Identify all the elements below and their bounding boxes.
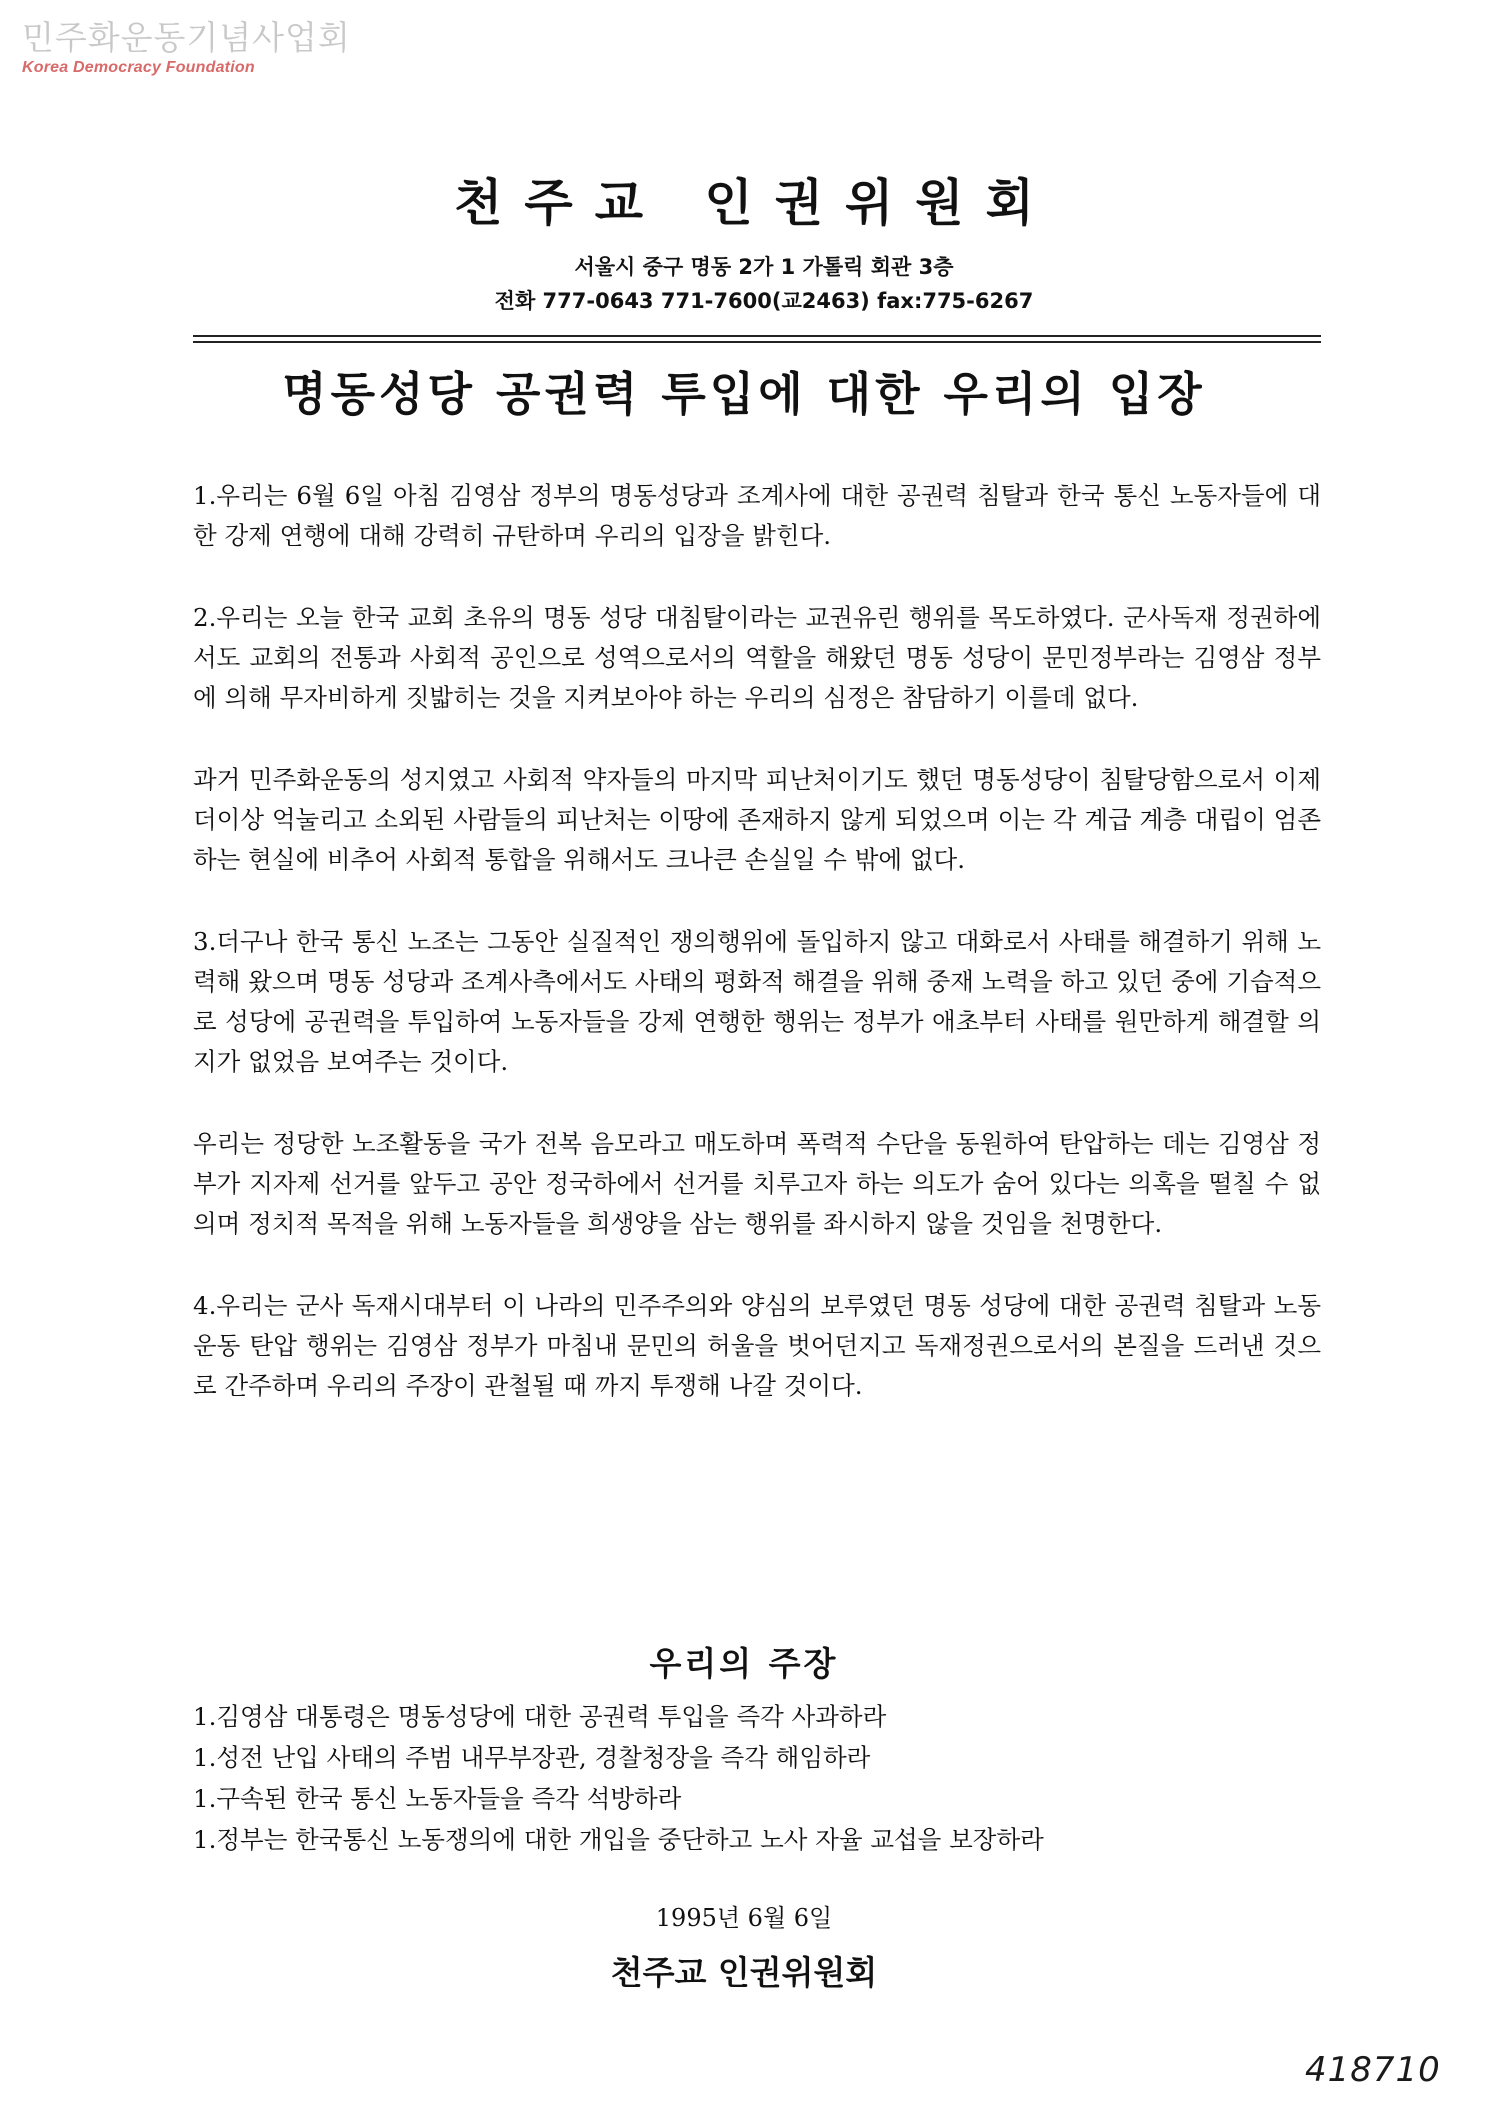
document-title: 명동성당 공권력 투입에 대한 우리의 입장 xyxy=(282,367,1206,421)
document-date: 1995년 6월 6일 xyxy=(655,1904,833,1932)
claim-item: 1.정부는 한국통신 노동쟁의에 대한 개입을 중단하고 노사 자율 교섭을 보장하라 xyxy=(193,1825,1044,1854)
watermark-korean: 민주화운동기념사업회 xyxy=(22,18,351,57)
watermark-english: Korea Democracy Foundation xyxy=(22,59,255,76)
paragraph: 1.우리는 6월 6일 아침 김영삼 정부의 명동성당과 조계사에 대한 공권력 침탈과 한국 통신 노동자들에 대한 강제 연행에 대해 강력히 규탄하며 우리의 입장을 밝힌다. xyxy=(193,481,1321,550)
organization-name: 천주교 인권위원회 xyxy=(454,174,1056,232)
paragraph: 과거 민주화운동의 성지였고 사회적 약자들의 마지막 피난처이기도 했던 명동성당이 침탈당함으로서 이제 더이상 억눌리고 소외된 사람들의 피난처는 이땅에 존재하지 않게 되었으며 이는 각 계급 계층 대립이 엄존 하는 현실에 비추어 사회적 통합을 위해서도 크나큰 손실일 수 밖에 없다. xyxy=(193,765,1321,874)
watermark-logo xyxy=(22,18,351,78)
claim-item: 1.김영삼 대통령은 명동성당에 대한 공권력 투입을 즉각 사과하라 xyxy=(193,1702,887,1731)
organization-contact: 전화 777-0643 771-7600(교2463) fax:775-6267 xyxy=(494,289,1034,313)
header-divider-bottom xyxy=(193,341,1321,343)
paragraph: 2.우리는 오늘 한국 교회 초유의 명동 성당 대침탈이라는 교권유린 행위를 목도하였다. 군사독재 정권하에서도 교회의 전통과 사회적 공인으로 성역으로서의 역할을 해왔던 명동 성당이 문민정부라는 김영삼 정부에 의해 무자비하게 짓밟히는 것을 지켜보아야 하는 우리의 심정은 참담하기 이를데 없다. xyxy=(193,603,1321,712)
organization-header xyxy=(0,170,1488,318)
paragraph: 4.우리는 군사 독재시대부터 이 나라의 민주주의와 양심의 보루였던 명동 성당에 대한 공권력 침탈과 노동운동 탄압 행위는 김영삼 정부가 마침내 문민의 허울을 벗어던지고 독재정권으로서의 본질을 드러낸 것으로 간주하며 우리의 주장이 관철될 때 까지 투쟁해 나갈 것이다. xyxy=(193,1291,1321,1400)
claims-list xyxy=(193,1696,1321,1860)
statement-body xyxy=(193,476,1321,1448)
paragraph: 3.더구나 한국 통신 노조는 그동안 실질적인 쟁의행위에 돌입하지 않고 대화로서 사태를 해결하기 위해 노력해 왔으며 명동 성당과 조계사측에서도 사태의 평화적 해결을 위해 중재 노력을 하고 있던 중에 기습적으로 성당에 공권력을 투입하여 노동자들을 강제 연행한 행위는 정부가 애초부터 사태를 원만하게 해결할 의지가 없었음 보여주는 것이다. xyxy=(193,927,1321,1076)
organization-address: 서울시 중구 명동 2가 1 가톨릭 회관 3층 xyxy=(574,255,954,279)
claim-item: 1.성전 난입 사태의 주범 내무부장관, 경찰청장을 즉각 해임하라 xyxy=(193,1743,871,1772)
header-divider-top xyxy=(193,335,1321,337)
claims-heading: 우리의 주장 xyxy=(649,1644,839,1683)
claim-item: 1.구속된 한국 통신 노동자들을 즉각 석방하라 xyxy=(193,1784,682,1813)
signature-organization: 천주교 인권위원회 xyxy=(610,1953,878,1992)
paragraph: 우리는 정당한 노조활동을 국가 전복 음모라고 매도하며 폭력적 수단을 동원하여 탄압하는 데는 김영삼 정부가 지자제 선거를 앞두고 공안 정국하에서 선거를 치루고자 하는 의도가 숨어 있다는 의혹을 떨칠 수 없의며 정치적 목적을 위해 노동자들을 희생양을 삼는 행위를 좌시하지 않을 것임을 천명한다. xyxy=(193,1129,1321,1238)
handwritten-archive-number: 418710 xyxy=(1305,2050,1441,2090)
